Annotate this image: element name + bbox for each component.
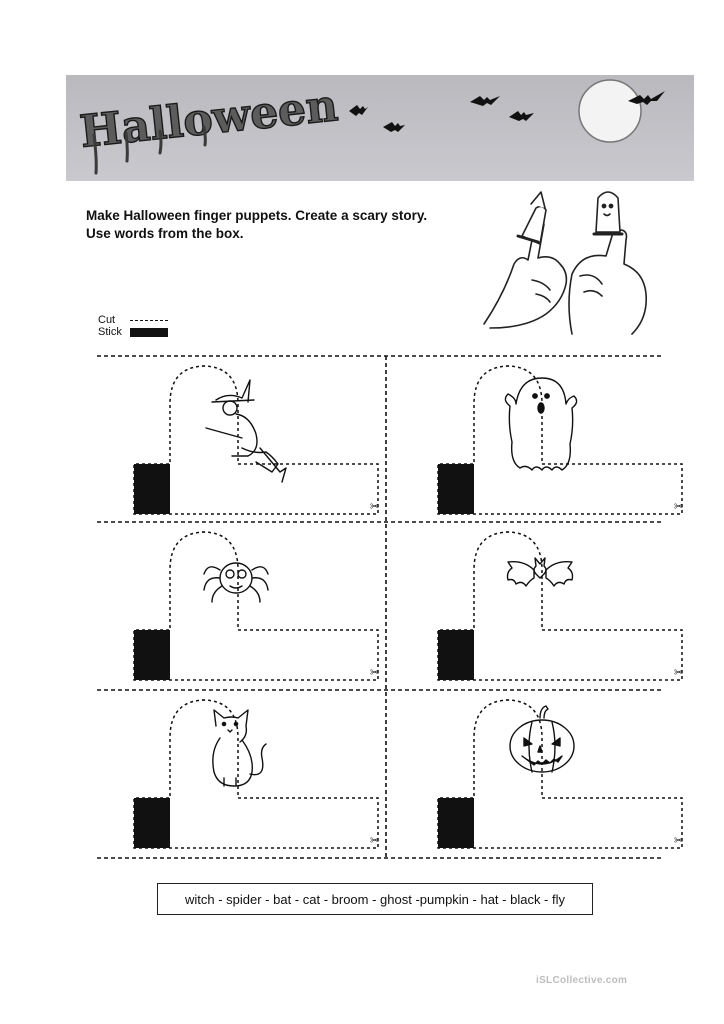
spider-icon (204, 563, 268, 602)
banner-title: Halloween (77, 80, 341, 158)
witch-icon (206, 380, 286, 482)
word-box-text: witch - spider - bat - cat - broom - ghost -pumpkin - hat - black - fly (184, 891, 565, 907)
puppet-ghost (436, 364, 686, 518)
legend-stick-label: Stick (98, 326, 122, 338)
instructions-line-2: Use words from the box. (86, 226, 244, 241)
puppet-witch (132, 364, 382, 518)
puppet-pumpkin (436, 698, 686, 852)
instructions-line-1: Make Halloween finger puppets. Create a scary story. (86, 208, 428, 223)
cat-icon (213, 710, 266, 786)
puppet-spider (132, 530, 382, 684)
watermark: iSLCollective.com (536, 975, 628, 986)
word-box (157, 883, 593, 915)
ghost-icon (505, 378, 576, 470)
puppet-bat (436, 530, 686, 684)
puppet-cat (132, 698, 382, 852)
bat-icon (508, 558, 573, 586)
legend-cut-label: Cut (98, 314, 116, 326)
